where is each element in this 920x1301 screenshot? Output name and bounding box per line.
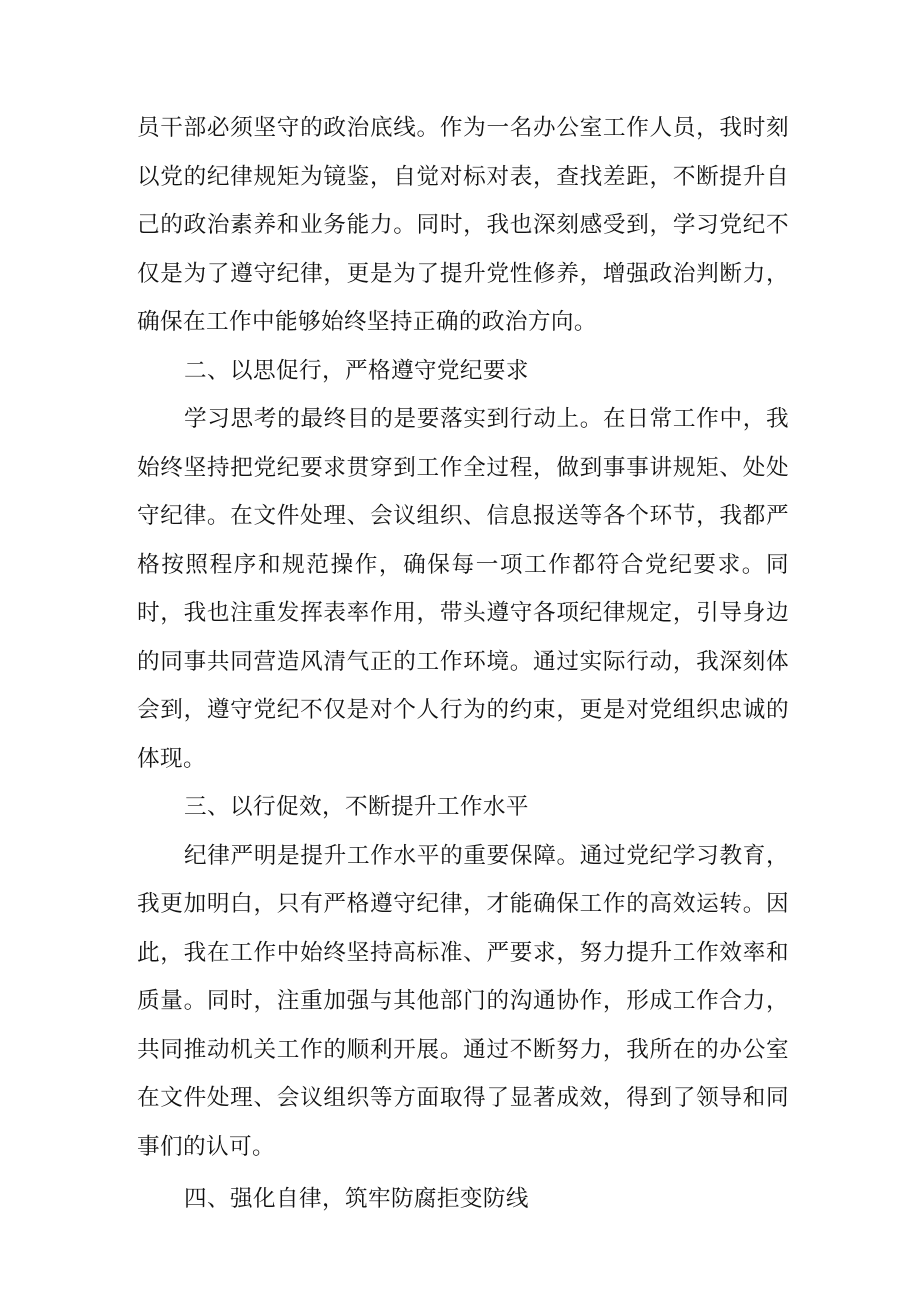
section-heading-2: 二、以思促行，严格遵守党纪要求: [184, 357, 529, 384]
paragraph-section-2: 学习思考的最终目的是要落实到行动上。在日常工作中，我始终坚持把党纪要求贯穿到工作全过程，做到事事讲规矩、处处守纪律。在文件处理、会议组织、信息报送等各个环节，我都严格按照程序和规范操作，确保每一项工作都符合党纪要求。同时，我也注重发挥表率作用，带头遵守各项纪律规定，引导身边的同事共同营造风清气正的工作环境。通过实际行动，我深刻体会到，遵守党纪不仅是对个人行为的约束，更是对党组织忠诚的体现。: [137, 406, 789, 772]
document-body: [137, 104, 789, 1224]
paragraph-intro-continuation: 员干部必须坚守的政治底线。作为一名办公室工作人员，我时刻以党的纪律规矩为镜鉴，自觉对标对表，查找差距，不断提升自己的政治素养和业务能力。同时，我也深刻感受到，学习党纪不仅是为了遵守纪律，更是为了提升党性修养，增强政治判断力，确保在工作中能够始终坚持正确的政治方向。: [137, 115, 789, 335]
paragraph-section-3: 纪律严明是提升工作水平的重要保障。通过党纪学习教育，我更加明白，只有严格遵守纪律，才能确保工作的高效运转。因此，我在工作中始终坚持高标准、严要求，努力提升工作效率和质量。同时，注重加强与其他部门的沟通协作，形成工作合力，共同推动机关工作的顺利开展。通过不断努力，我所在的办公室在文件处理、会议组织等方面取得了显著成效，得到了领导和同事们的认可。: [137, 842, 789, 1160]
section-heading-3: 三、以行促效，不断提升工作水平: [184, 794, 529, 820]
section-heading-4: 四、强化自律，筑牢防腐拒变防线: [184, 1186, 529, 1212]
